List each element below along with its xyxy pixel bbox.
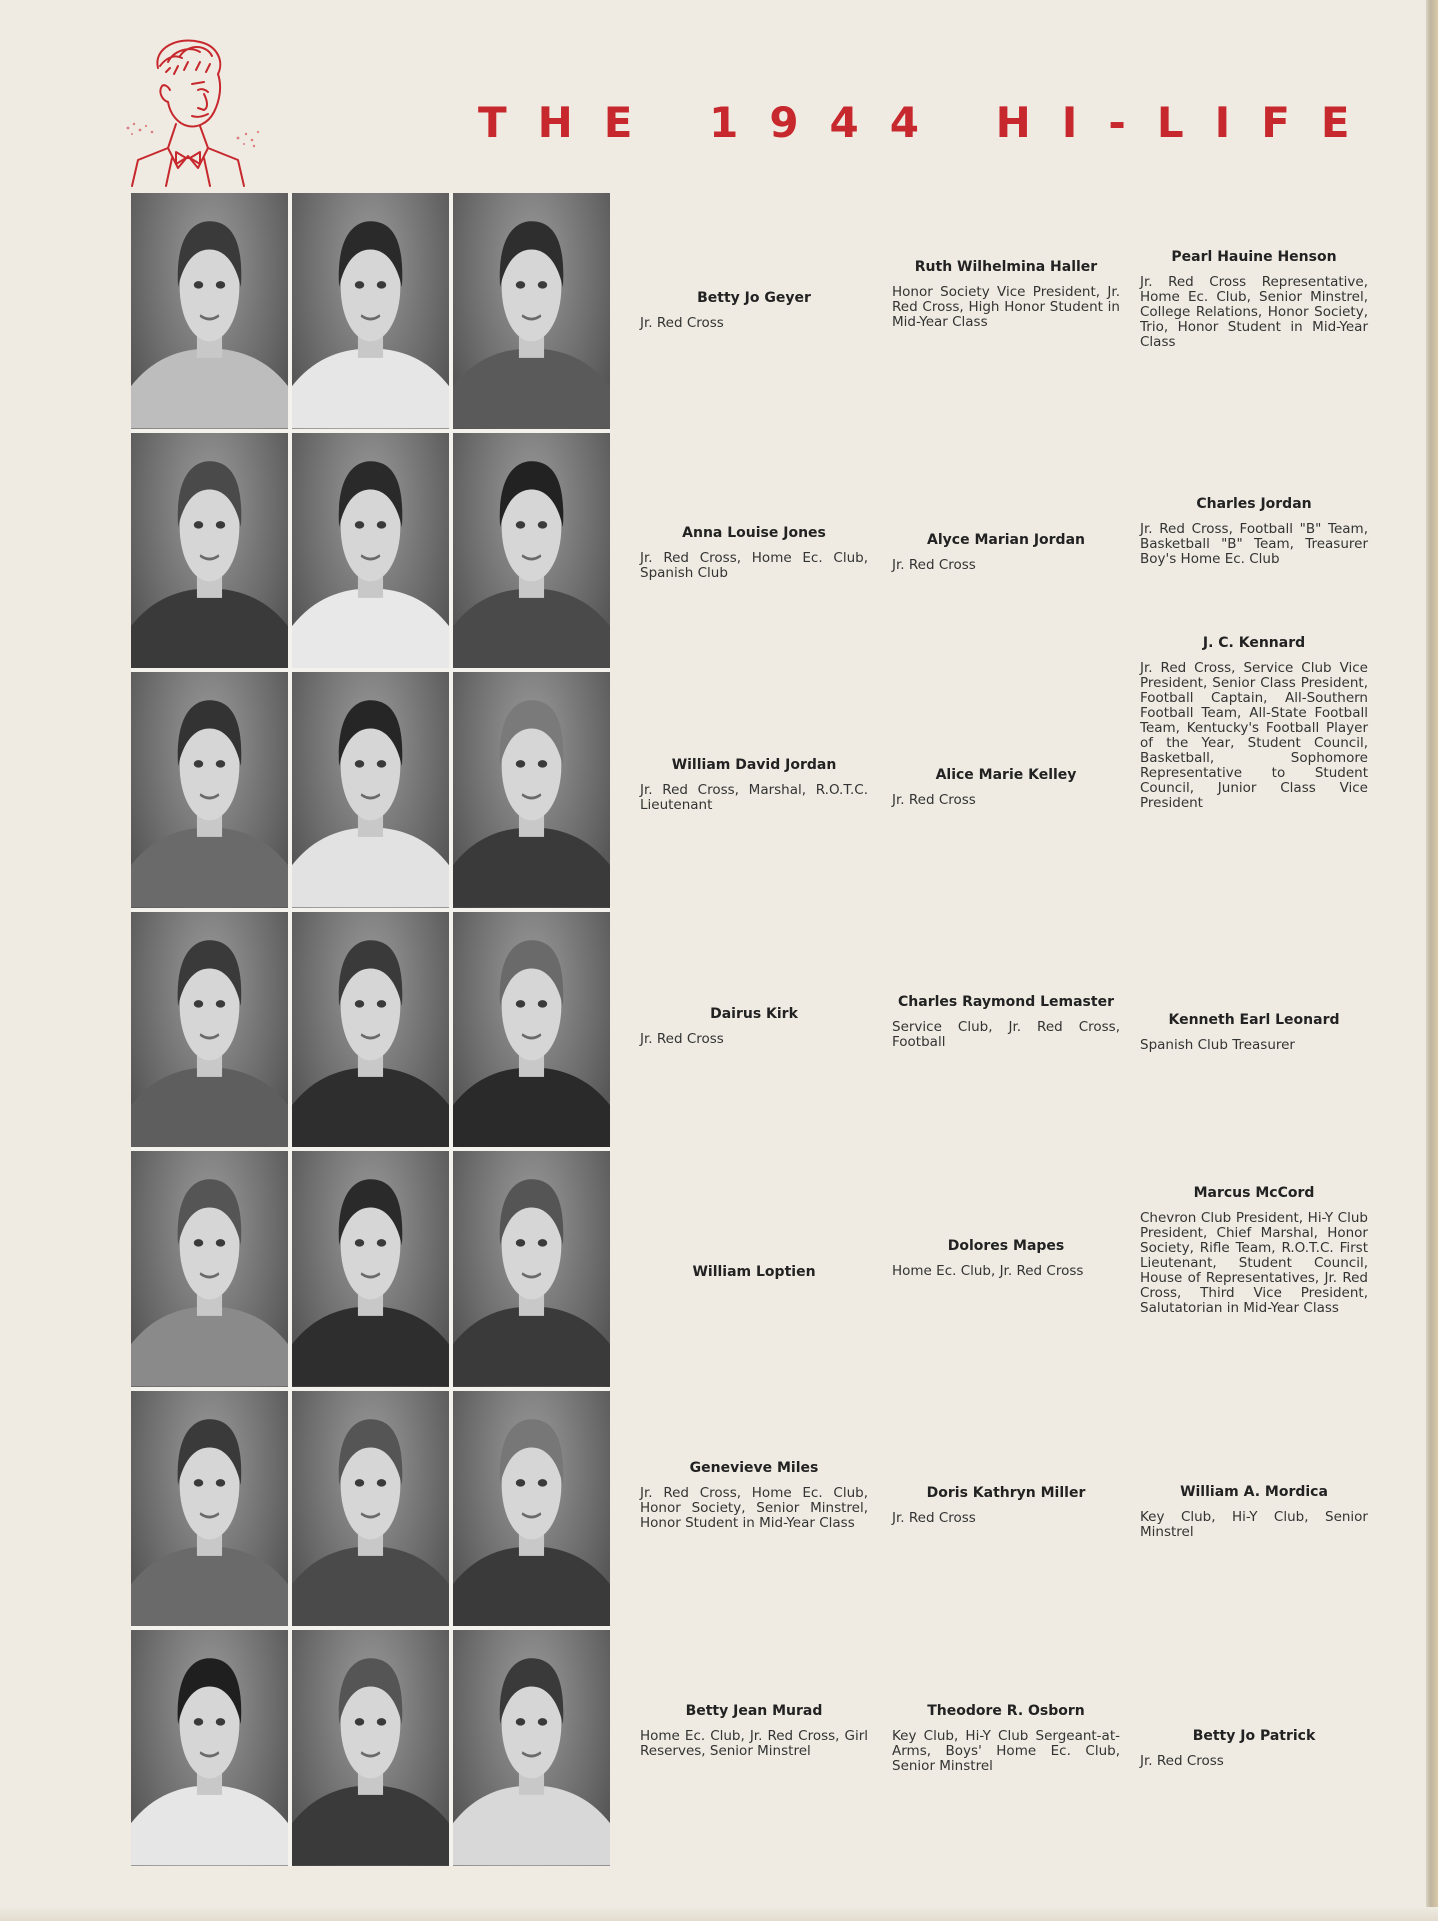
student-activities: Jr. Red Cross, Service Club Vice President, Senior Class President, Football Captain, All-Southern Football Team, All-State Football Team, Kentucky's Football Player of the Year, Student Council, Basketball, Sophomore Representative to Student Council, Junior Class Vice President	[1140, 660, 1368, 811]
student-activities: Home Ec. Club, Jr. Red Cross	[892, 1263, 1084, 1279]
student-name: Theodore R. Osborn	[927, 1703, 1085, 1719]
portrait-photo-icon	[453, 433, 610, 669]
student-entry	[640, 1264, 868, 1290]
student-entry	[892, 1703, 1120, 1774]
student-name: Dolores Mapes	[947, 1238, 1065, 1254]
student-entry	[1140, 1728, 1368, 1769]
student-entry	[1140, 1012, 1368, 1053]
student-name: Doris Kathryn Miller	[926, 1485, 1086, 1501]
student-entry	[1140, 496, 1368, 567]
student-name: Betty Jo Patrick	[1192, 1728, 1316, 1744]
portrait-photo-icon	[131, 1630, 288, 1866]
student-activities: Chevron Club President, Hi-Y Club President, Chief Marshal, Honor Society, Rifle Team, R.O.T.C. First Lieutenant, Student Council, House of Representatives, Jr. Red Cross, Third Vice President, Salutatorian in Mid-Year Class	[1140, 1210, 1368, 1316]
student-activities: Jr. Red Cross	[640, 315, 724, 331]
portrait-photo-icon	[453, 1391, 610, 1627]
portrait-photo-icon	[131, 433, 288, 669]
student-name: Pearl Hauine Henson	[1171, 249, 1337, 265]
student-entry	[892, 259, 1120, 330]
student-name: J. C. Kennard	[1202, 635, 1306, 651]
page-bottom-edge	[0, 1907, 1438, 1921]
student-activities: Jr. Red Cross	[892, 1510, 976, 1526]
student-name: William A. Mordica	[1180, 1484, 1328, 1500]
student-activities: Jr. Red Cross	[892, 557, 976, 573]
student-entry	[1140, 635, 1368, 811]
portrait-photo-icon	[131, 1151, 288, 1387]
student-activities: Jr. Red Cross, Football "B" Team, Basketball "B" Team, Treasurer Boy's Home Ec. Club	[1140, 521, 1368, 567]
student-activities: Jr. Red Cross Representative, Home Ec. Club, Senior Minstrel, College Relations, Honor Society, Trio, Honor Student in Mid-Year Class	[1140, 274, 1368, 350]
portrait-photo-icon	[453, 672, 610, 908]
student-entries	[640, 190, 1380, 1870]
student-activities: Key Club, Hi-Y Club Sergeant-at-Arms, Boys' Home Ec. Club, Senior Minstrel	[892, 1728, 1120, 1774]
portrait-photo-icon	[453, 193, 610, 429]
portrait-photo-icon	[453, 1151, 610, 1387]
portrait-photo-icon	[292, 672, 449, 908]
portrait-photo-icon	[131, 1391, 288, 1627]
student-name: Dairus Kirk	[710, 1006, 798, 1022]
student-activities: Key Club, Hi-Y Club, Senior Minstrel	[1140, 1509, 1368, 1540]
student-activities: Service Club, Jr. Red Cross, Football	[892, 1019, 1120, 1050]
portrait-photo-icon	[131, 193, 288, 429]
student-entry	[1140, 1185, 1368, 1316]
student-entry	[640, 757, 868, 813]
portrait-photo-icon	[131, 912, 288, 1148]
student-activities: Jr. Red Cross	[640, 1031, 724, 1047]
portrait-photo-icon	[292, 1630, 449, 1866]
student-name: Betty Jean Murad	[685, 1703, 823, 1719]
portrait-photo-icon	[453, 912, 610, 1148]
student-activities: Jr. Red Cross, Home Ec. Club, Spanish Club	[640, 550, 868, 581]
page-title: THE 1944 HI-LIFE	[478, 98, 1381, 147]
student-name: Alice Marie Kelley	[935, 767, 1077, 783]
student-name: Alyce Marian Jordan	[927, 532, 1085, 548]
student-name: Genevieve Miles	[689, 1460, 819, 1476]
student-activities: Home Ec. Club, Jr. Red Cross, Girl Reserves, Senior Minstrel	[640, 1728, 868, 1759]
student-activities: Jr. Red Cross, Marshal, R.O.T.C. Lieutenant	[640, 782, 868, 813]
student-entry	[892, 532, 1120, 573]
student-activities: Spanish Club Treasurer	[1140, 1037, 1295, 1053]
page-binding-edge	[1426, 0, 1438, 1921]
portrait-photo-icon	[131, 672, 288, 908]
student-activities: Jr. Red Cross, Home Ec. Club, Honor Society, Senior Minstrel, Honor Student in Mid-Year Class	[640, 1485, 868, 1531]
portrait-photo-icon	[453, 1630, 610, 1866]
student-entry	[640, 1460, 868, 1531]
student-name: Marcus McCord	[1193, 1185, 1315, 1201]
portrait-photo-icon	[292, 193, 449, 429]
student-entry	[640, 1006, 868, 1047]
student-entry	[892, 767, 1120, 808]
student-activities: Jr. Red Cross	[1140, 1753, 1224, 1769]
student-entry	[892, 1485, 1120, 1526]
mascot-sketch-icon	[108, 28, 268, 188]
student-name: William Loptien	[692, 1264, 816, 1280]
photo-grid	[131, 193, 610, 1866]
student-name: Ruth Wilhelmina Haller	[914, 259, 1098, 275]
portrait-photo-icon	[292, 433, 449, 669]
student-name: Anna Louise Jones	[682, 525, 826, 541]
student-entry	[1140, 1484, 1368, 1540]
student-entry	[892, 994, 1120, 1050]
portrait-photo-icon	[292, 1391, 449, 1627]
portrait-photo-icon	[292, 912, 449, 1148]
student-activities: Honor Society Vice President, Jr. Red Cross, High Honor Student in Mid-Year Class	[892, 284, 1120, 330]
student-entry	[1140, 249, 1368, 350]
student-name: Charles Raymond Lemaster	[898, 994, 1114, 1010]
student-entry	[640, 525, 868, 581]
student-name: Charles Jordan	[1196, 496, 1312, 512]
student-activities: Jr. Red Cross	[892, 792, 976, 808]
student-entry	[640, 290, 868, 331]
student-entry	[640, 1703, 868, 1759]
student-entry	[892, 1238, 1120, 1279]
portrait-photo-icon	[292, 1151, 449, 1387]
student-name: William David Jordan	[671, 757, 837, 773]
student-name: Betty Jo Geyer	[697, 290, 811, 306]
student-name: Kenneth Earl Leonard	[1168, 1012, 1340, 1028]
